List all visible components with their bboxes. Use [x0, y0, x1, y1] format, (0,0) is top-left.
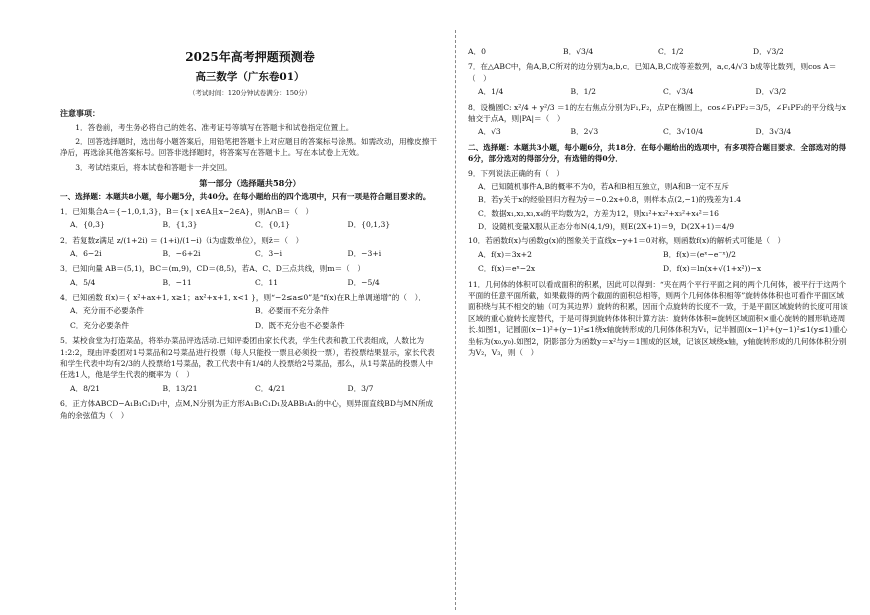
note-item: 2．回答选择题时，选出每小题答案后，用铅笔把答题卡上对应题目的答案标号涂黑。如需改动，用橡皮擦干净后，再选涂其他答案标号。回答非选择题时，将答案写在答题卡上。写在本试卷上无效。	[60, 136, 437, 158]
option-c: C．充分必要条件	[70, 320, 129, 330]
option-a: A．{0,3}	[70, 220, 105, 230]
option-b: B．2√3	[570, 127, 599, 137]
option-b: B．必要而不充分条件	[255, 306, 329, 316]
option-row	[478, 126, 848, 137]
option-b: B．√3/4	[563, 47, 594, 56]
question-6	[60, 398, 440, 421]
option-grid	[70, 305, 440, 331]
question-9	[468, 168, 848, 233]
option-b: B．13/21	[162, 383, 198, 393]
option-b: B．−6+2i	[162, 248, 201, 258]
option-b: B．1/2	[570, 87, 596, 97]
section2-title: 二、选择题：本题共3小题，每小题6分，共18分．在每小题给出的选项中，有多项符合题目要求．全部选对的得6分，部分选对的得部分分，有选错的得0分．	[468, 142, 847, 164]
option-c: C．11	[255, 277, 279, 287]
option-row	[70, 277, 440, 288]
option-row	[70, 219, 440, 230]
option-c: C．{0,1}	[255, 220, 291, 230]
question-2	[60, 235, 440, 260]
question-5	[60, 335, 440, 394]
question-11	[468, 279, 848, 359]
option-d: D．3/7	[347, 383, 374, 393]
question-stem: 8．设椭圆C: x²/4 + y²/3 ＝1的左右焦点分别为F₁,F₂，点P在椭圆上，cos∠F₁PF₂＝3/5，∠F₁PF₂的平分线与x轴交于点A，则|PA|＝（ ）	[468, 102, 847, 123]
question-stem: 11．几何体的体积可以看成面积的积累，因此可以得到：“夹在两个平行平面之间的两个几何体，被平行于这两个平面的任意平面所截，如果截得的两个截面的面积总相等，则两个几何体体积相等”旋转体体积也可看作平面区域面积绕与其不相交的轴（可为其边界）旋转的积累，因而个点旋转的长度不一致，于是平面区域旋转的长度可用该区域的重心旋转长度替代，于是可得到旋转体体积计算方法：旋转体体积=旋转区域面积×重心旋转的圆形轨迹周长.如图1，记圆面(x−1)²+(y−1)²≤1绕x轴旋转形成的几何体体积为V₁，记半圆面(x−1)²+(y−1)²≤1(y≤1)重心坐标为(x₀,y₀).如图2，阴影部分为函数y＝x²与y＝1围成的区域，记该区域绕x轴，y轴旋转形成的几何体体积分别为V₂，V₃，则（ ）	[468, 279, 848, 357]
question-6-options	[468, 46, 848, 57]
option-row	[478, 86, 848, 97]
question-stem: 9．下列说法正确的有（ ）	[468, 168, 564, 178]
option-b: B．{1,3}	[162, 220, 198, 230]
question-stem: 6．正方体ABCD−A₁B₁C₁D₁中，点M,N分别为正方形A₁B₁C₁D₁及ABB₁A₁的中心，则异面直线BD与MN所成角的余弦值为（ ）	[60, 399, 434, 420]
option-a: A．f(x)＝3x+2	[478, 249, 532, 259]
question-stem: 5．某校食堂为打造菜品，将举办菜品评选活动.已知评委团由家长代表，学生代表和教工代表组成，人数比为1:2:2，现由评委团对1号菜品和2号菜品进行投票（每人只能投一票且必须投一票），若投票结果显示，家长代表和学生代表中均有2/3的人投票给1号菜品，教工代表中有1/4的人投票给2号菜品，那么，从1号菜品的投票人中任选1人，他是学生代表的概率为（ ）	[60, 336, 435, 380]
option-c: C．f(x)＝eˣ−2x	[478, 264, 536, 274]
notes-title: 注意事项：	[60, 107, 100, 118]
question-7	[468, 61, 848, 97]
option-d: D．{0,1,3}	[347, 220, 391, 230]
question-stem: 3．已知向量 AB＝(5,1)，BC＝(m,9)，CD＝(8,5)，若A、C、D三点共线，则m＝（ ）	[60, 264, 365, 274]
option-a: A．1/4	[478, 87, 504, 97]
option-c: C．4/21	[255, 383, 286, 393]
option-d: D．3√3/4	[755, 127, 792, 137]
right-column	[468, 40, 848, 358]
option-a: A．充分而不必要条件	[70, 306, 144, 316]
question-stem: 10．若函数f(x)与函数g(x)的图象关于直线x−y+1＝0对称，则函数f(x)的解析式可能是（ ）	[468, 236, 786, 246]
question-stem: 4．已知函数 f(x)＝{ x²+ax+1, x≥1；ax²+x+1, x<1 }，则“−2≤a≤0”是“f(x)在R上单调递增”的（ ）．	[60, 293, 426, 303]
section1-title: 一、选择题：本题共8小题，每小题5分，共40分。在每小题给出的四个选项中，只有一项是符合题目要求的。	[60, 192, 431, 202]
option-d: D．√3/2	[753, 47, 784, 56]
question-stem: 2．若复数z满足 z/(1+2i) ＝ (1+i)/(1−i)（i为虚数单位），则z̄＝（ ）	[60, 235, 304, 245]
option-a: A．√3	[478, 127, 501, 137]
option-a: A．5/4	[70, 277, 96, 287]
column-divider	[455, 30, 456, 610]
exam-title: 2025年高考押题预测卷	[185, 50, 315, 64]
option-d: D．√3/2	[755, 87, 787, 97]
option-c: C．√3/4	[663, 87, 694, 97]
question-4	[60, 292, 440, 331]
statement-c: C．数据x₁,x₂,x₃,x₄的平均数为2，方差为12，则x₁²+x₂²+x₃²+x₄²＝16	[478, 208, 719, 218]
part1-title: 第一部分（选择题共58分）	[199, 178, 301, 189]
statement-b: B．若y关于x的经验回归方程为ŷ＝−0.2x+0.8，则样本点(2,−1)的残差为1.4	[478, 195, 742, 205]
option-grid	[478, 249, 848, 275]
note-item: 1．答卷前，考生务必将自己的姓名、准考证号等填写在答题卡和试卷指定位置上。	[75, 122, 354, 132]
statement-a: A．已知随机事件A,B的概率不为0，若A和B相互独立，则A和B一定不互斥	[478, 181, 729, 191]
option-c: C．3−i	[255, 248, 283, 258]
option-a: A．8/21	[70, 383, 101, 393]
question-stem: 1．已知集合A＝{−1,0,1,3}，B＝{x | x∈A且x−2∈A}，则A∩B＝（ ）	[60, 206, 314, 216]
option-row	[70, 383, 440, 394]
option-c: C．1/2	[658, 47, 684, 56]
option-d: D．−3+i	[347, 248, 382, 258]
option-d: D．−5/4	[347, 277, 380, 287]
question-10	[468, 235, 848, 274]
note-item: 3．考试结束后，将本试卷和答题卡一并交回。	[75, 162, 232, 172]
option-b: B．−11	[162, 277, 192, 287]
option-c: C．3√10/4	[663, 127, 704, 137]
option-row	[70, 248, 440, 259]
question-3	[60, 263, 440, 288]
option-a: A．6−2i	[70, 248, 102, 258]
left-column	[60, 40, 440, 421]
question-stem: 7．在△ABC中，角A,B,C所对的边分别为a,b,c．已知A,B,C成等差数列，a,c,4/√3 b成等比数列，则cos A＝（ ）	[468, 62, 837, 83]
option-d: D．既不充分也不必要条件	[255, 320, 345, 330]
statement-d: D．设随机变量X服从正态分布N(4,1/9)，则E(2X+1)＝9，D(2X+1)＝4/9	[478, 222, 735, 232]
option-a: A．0	[468, 47, 486, 56]
question-1	[60, 206, 440, 231]
question-8	[468, 102, 848, 138]
exam-subtitle: 高三数学（广东卷01）	[195, 71, 305, 83]
option-d: D．f(x)＝ln(x+√(1+x²))−x	[663, 264, 762, 274]
exam-info: （考试时间：120分钟试卷满分：150分）	[188, 88, 312, 97]
option-b: B．f(x)＝(eˣ−e⁻ˣ)/2	[663, 249, 736, 259]
